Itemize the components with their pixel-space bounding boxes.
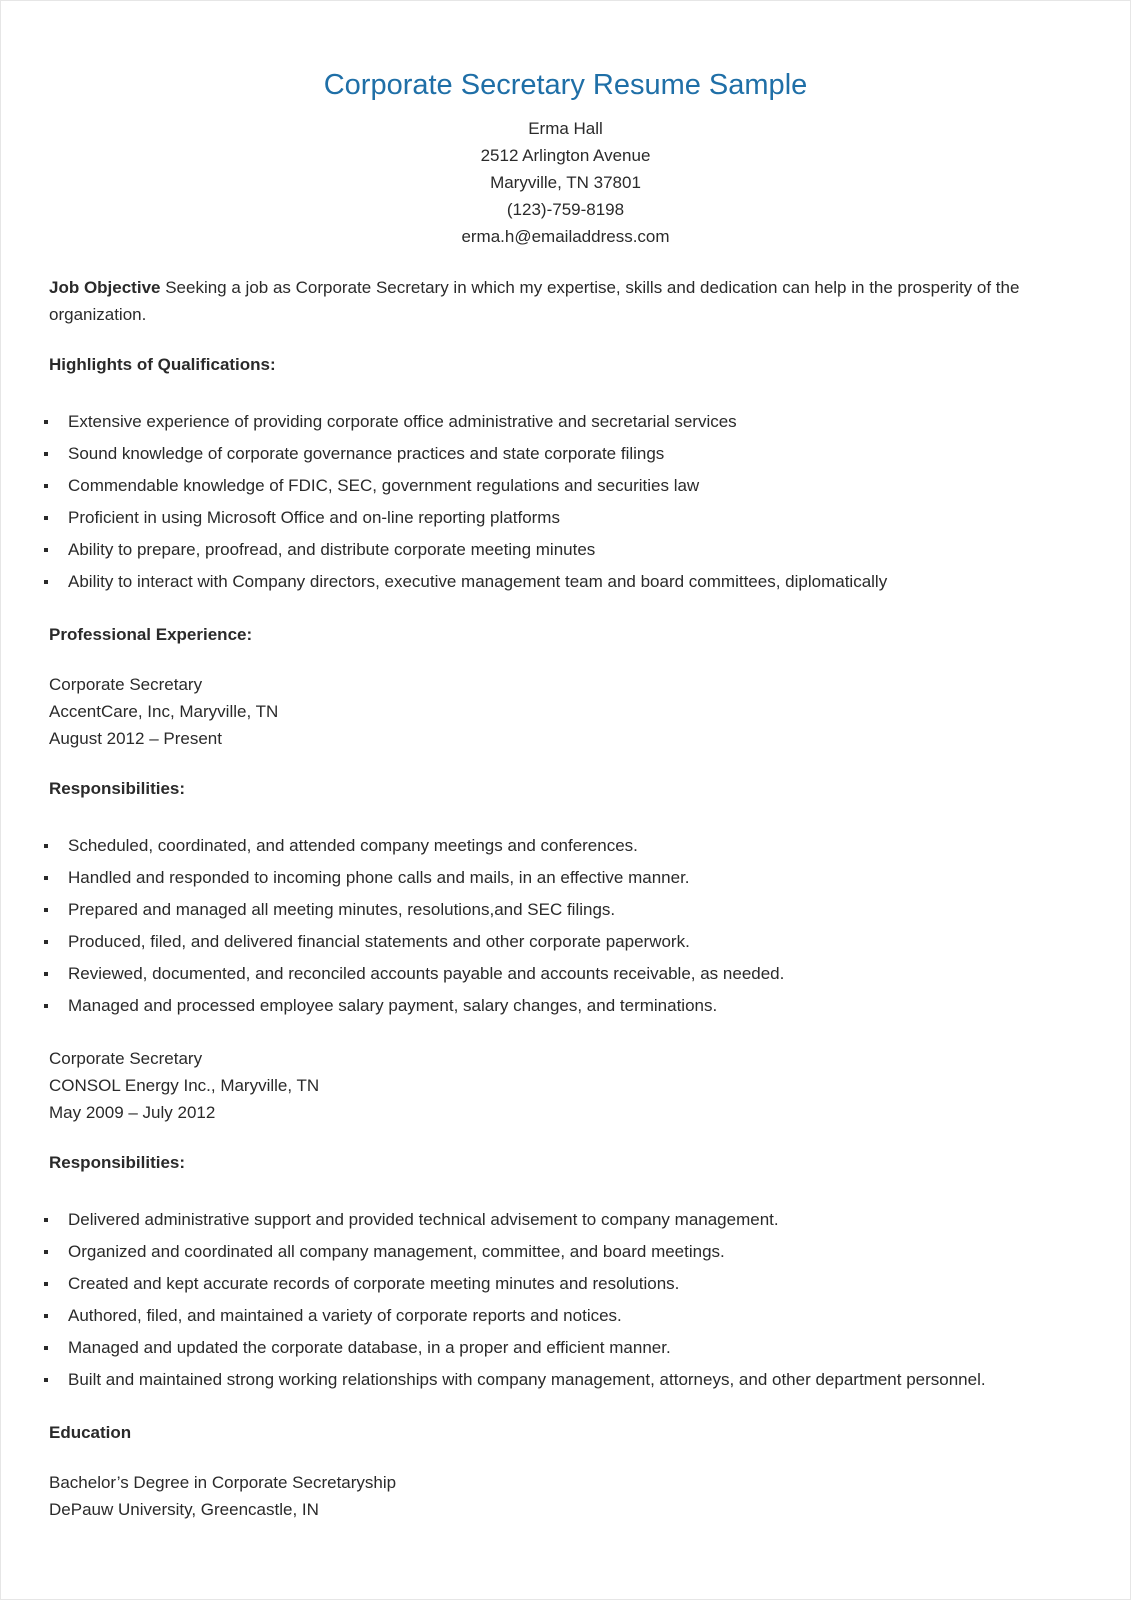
bullet-icon	[44, 452, 48, 456]
highlights-heading: Highlights of Qualifications:	[49, 355, 276, 374]
job-2-responsibilities	[49, 1204, 1082, 1396]
list-item: Managed and processed employee salary payment, salary changes, and terminations.	[49, 990, 1082, 1022]
experience-heading: Professional Experience:	[49, 625, 253, 644]
bullet-icon	[44, 876, 48, 880]
list-item: Managed and updated the corporate database, in a proper and efficient manner.	[49, 1332, 1082, 1364]
bullet-icon	[44, 1250, 48, 1254]
list-item: Organized and coordinated all company management, committee, and board meetings.	[49, 1236, 1082, 1268]
list-item: Authored, filed, and maintained a variety of corporate reports and notices.	[49, 1300, 1082, 1332]
job-objective	[49, 274, 1082, 328]
bullet-icon	[44, 548, 48, 552]
job-company: AccentCare, Inc, Maryville, TN	[49, 702, 279, 721]
bullet-icon	[44, 844, 48, 848]
contact-city: Maryville, TN 37801	[490, 173, 641, 192]
list-item: Commendable knowledge of FDIC, SEC, government regulations and securities law	[49, 470, 1082, 502]
bullet-icon	[44, 1346, 48, 1350]
list-item: Created and kept accurate records of corporate meeting minutes and resolutions.	[49, 1268, 1082, 1300]
list-item: Reviewed, documented, and reconciled accounts payable and accounts receivable, as needed.	[49, 958, 1082, 990]
list-item: Proficient in using Microsoft Office and on-line reporting platforms	[49, 502, 1082, 534]
contact-phone: (123)-759-8198	[506, 200, 625, 219]
list-item: Extensive experience of providing corporate office administrative and secretarial services	[49, 406, 1082, 438]
contact-address: 2512 Arlington Avenue	[480, 146, 651, 165]
job-objective-text: Seeking a job as Corporate Secretary in which my expertise, skills and dedication can help in the prosperity of the organization.	[49, 278, 1020, 324]
education-school: DePauw University, Greencastle, IN	[49, 1500, 319, 1519]
bullet-icon	[44, 420, 48, 424]
job-company: CONSOL Energy Inc., Maryville, TN	[49, 1076, 320, 1095]
bullet-icon	[44, 1004, 48, 1008]
bullet-icon	[44, 484, 48, 488]
bullet-icon	[44, 1282, 48, 1286]
bullet-icon	[44, 516, 48, 520]
list-item: Produced, filed, and delivered financial statements and other corporate paperwork.	[49, 926, 1082, 958]
bullet-icon	[44, 972, 48, 976]
resume-body	[49, 274, 1082, 1523]
bullet-icon	[44, 1314, 48, 1318]
responsibilities-heading: Responsibilities:	[49, 779, 186, 798]
list-item: Scheduled, coordinated, and attended company meetings and conferences.	[49, 830, 1082, 862]
bullet-icon	[44, 1218, 48, 1222]
bullet-icon	[44, 1378, 48, 1382]
page-title: Corporate Secretary Resume Sample	[323, 69, 808, 101]
education-degree: Bachelor’s Degree in Corporate Secretaryship	[49, 1473, 397, 1492]
list-item: Handled and responded to incoming phone calls and mails, in an effective manner.	[49, 862, 1082, 894]
bullet-icon	[44, 580, 48, 584]
contact-info	[1, 115, 1130, 250]
list-item: Sound knowledge of corporate governance practices and state corporate filings	[49, 438, 1082, 470]
list-item: Ability to prepare, proofread, and distribute corporate meeting minutes	[49, 534, 1082, 566]
education-info	[49, 1469, 1082, 1523]
job-dates: August 2012 – Present	[49, 729, 222, 748]
contact-name: Erma Hall	[528, 119, 603, 138]
bullet-icon	[44, 908, 48, 912]
highlights-list	[49, 406, 1082, 598]
bullet-icon	[44, 940, 48, 944]
list-item: Built and maintained strong working relationships with company management, attorneys, and other department personnel.	[49, 1364, 1082, 1396]
job-2-info	[49, 1045, 1082, 1126]
contact-email: erma.h@emailaddress.com	[461, 227, 670, 246]
job-title: Corporate Secretary	[49, 1049, 203, 1068]
education-heading: Education	[49, 1423, 132, 1442]
job-dates: May 2009 – July 2012	[49, 1103, 216, 1122]
list-item: Delivered administrative support and provided technical advisement to company management.	[49, 1204, 1082, 1236]
list-item: Ability to interact with Company directors, executive management team and board committees, diplomatically	[49, 566, 1082, 598]
job-title: Corporate Secretary	[49, 675, 203, 694]
job-objective-label: Job Objective	[49, 278, 161, 297]
job-1-info	[49, 671, 1082, 752]
job-1-responsibilities	[49, 830, 1082, 1022]
responsibilities-heading: Responsibilities:	[49, 1153, 186, 1172]
list-item: Prepared and managed all meeting minutes, resolutions,and SEC filings.	[49, 894, 1082, 926]
